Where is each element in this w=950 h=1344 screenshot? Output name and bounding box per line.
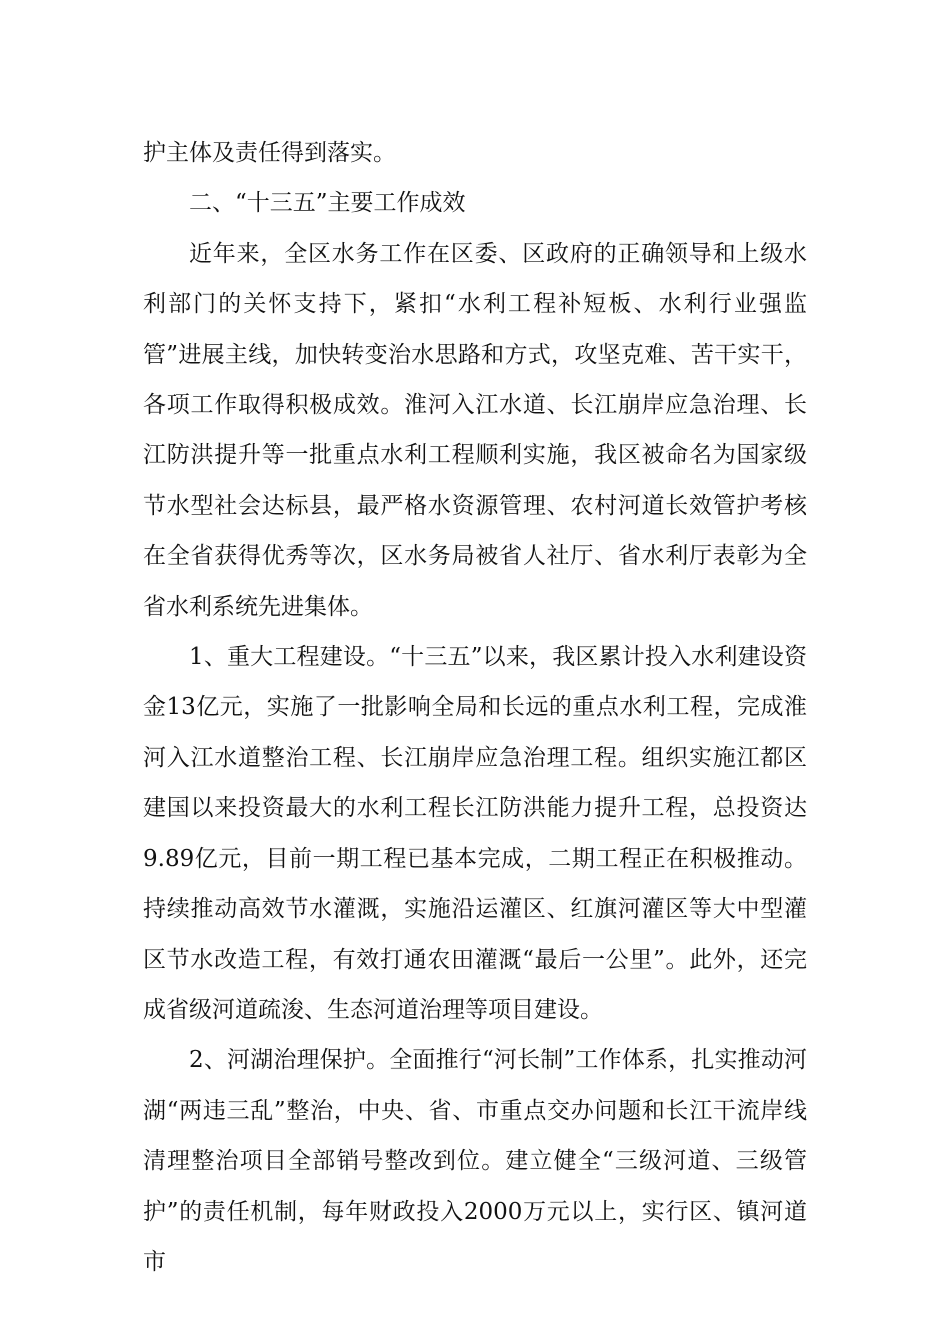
paragraph-continuation: 护主体及责任得到落实。: [143, 140, 396, 166]
paragraph-major-projects: 1、重大工程建设。“十三五”以来，我区累计投入水利建设资金13亿元，实施了一批影响全局和长远的重点水利工程，完成淮河入江水道整治工程、长江崩岸应急治理工程。组织实施江都区建国以来投资最大的水利工程长江防洪能力提升工程，总投资达9.89亿元，目前一期工程已基本完成，二期工程正在积极推动。持续推动高效节水灌溉，实施沿运灌区、红旗河灌区等大中型灌区节水改造工程，有效打通农田灌溉“最后一公里”。此外，还完成省级河道疏浚、生态河道治理等项目建设。: [143, 644, 807, 1023]
paragraph-river-lake-protection: 2、河湖治理保护。全面推行“河长制”工作体系，扎实推动河湖“两违三乱”整治，中央、省、市重点交办问题和长江干流岸线清理整治项目全部销号整改到位。建立健全“三级河道、三级管护”的责任机制，每年财政投入2000万元以上，实行区、镇河道市: [143, 1047, 807, 1275]
paragraph-overview: 近年来，全区水务工作在区委、区政府的正确领导和上级水利部门的关怀支持下，紧扣“水利工程补短板、水利行业强监管”进展主线，加快转变治水思路和方式，攻坚克难、苦干实干，各项工作取得积极成效。淮河入江水道、长江崩岸应急治理、长江防洪提升等一批重点水利工程顺利实施，我区被命名为国家级节水型社会达标县，最严格水资源管理、农村河道长效管护考核在全省获得优秀等次，区水务局被省人社厅、省水利厅表彰为全省水利系统先进集体。: [143, 240, 807, 620]
section-heading: 二、“十三五”主要工作成效: [189, 190, 466, 217]
document-body: [143, 128, 807, 1287]
